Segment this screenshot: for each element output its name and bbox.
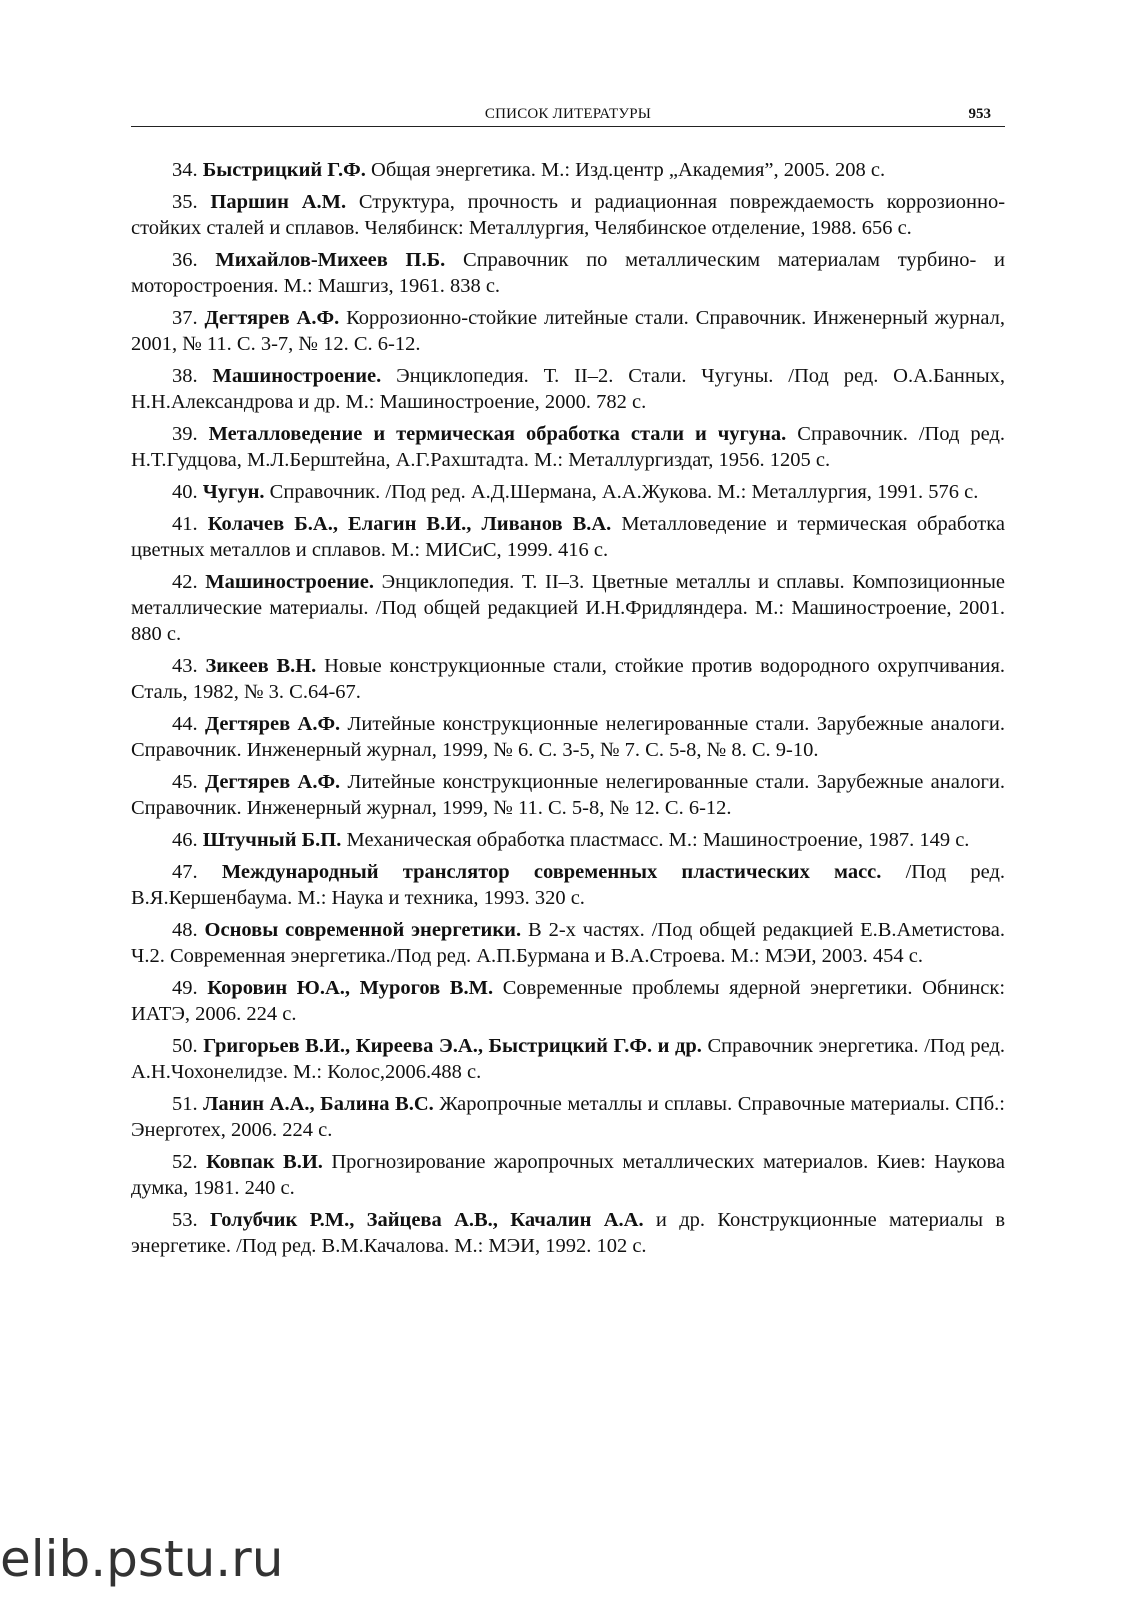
reference-list: [131, 157, 1005, 1265]
reference-text: Металловедение и термическая обработка цветных металлов и сплавов. М.: МИСиС, 1999. 416 с.: [131, 513, 1006, 561]
reference-authors: Дегтярев А.Ф.: [204, 307, 340, 329]
reference-item: [131, 157, 1005, 183]
watermark-text: elib.pstu.ru: [0, 1530, 284, 1588]
reference-number: 37.: [172, 307, 198, 329]
reference-item: [131, 421, 1005, 473]
reference-authors: Коровин Ю.А., Мурогов В.М.: [207, 977, 494, 999]
reference-item: [131, 1149, 1005, 1201]
page-header: [131, 104, 1005, 127]
reference-text: Структура, прочность и радиационная повреждаемость коррозионно-стойких сталей и сплавов. Челябинск: Металлургия, Челябинское отделение, 1988. 656 с.: [131, 191, 1006, 239]
reference-text: Справочник по металлическим материалам турбино- и моторостроения. М.: Машгиз, 1961. 838 с.: [131, 249, 1006, 297]
reference-authors: Паршин А.М.: [210, 191, 347, 213]
reference-authors: Международный транслятор современных пластических масс.: [221, 861, 882, 883]
reference-item: [131, 363, 1005, 415]
reference-authors: Машиностроение.: [212, 365, 382, 387]
reference-text: Современные проблемы ядерной энергетики. Обнинск: ИАТЭ, 2006. 224 с.: [131, 977, 1006, 1025]
reference-authors: Михайлов-Михеев П.Б.: [215, 249, 446, 271]
reference-number: 35.: [172, 191, 198, 213]
reference-authors: Григорьев В.И., Киреева Э.А., Быстрицкий Г.Ф. и др.: [203, 1035, 702, 1057]
reference-text: Энциклопедия. Т. II–3. Цветные металлы и сплавы. Композиционные металлические материалы. /Под общей редакцией И.Н.Фридляндера. М.: Машиностроение, 2001. 880 с.: [131, 571, 1006, 645]
reference-number: 36.: [172, 249, 198, 271]
reference-authors: Ковпак В.И.: [206, 1151, 323, 1173]
page-number: 953: [968, 106, 991, 122]
reference-number: 53.: [172, 1209, 198, 1231]
reference-text: Жаропрочные металлы и сплавы. Справочные материалы. СПб.: Энерготех, 2006. 224 с.: [131, 1093, 1006, 1141]
reference-text: Общая энергетика. М.: Изд.центр „Академия”, 2005. 208 с.: [371, 159, 886, 181]
reference-authors: Колачев Б.А., Елагин В.И., Ливанов В.А.: [207, 513, 612, 535]
reference-item: [131, 1091, 1005, 1143]
reference-item: [131, 305, 1005, 357]
reference-number: 51.: [172, 1093, 198, 1115]
reference-number: 41.: [172, 513, 198, 535]
reference-number: 50.: [172, 1035, 198, 1057]
reference-text: Справочник. /Под ред. Н.Т.Гудцова, М.Л.Берштейна, А.Г.Рахштадта. М.: Металлургиздат, 1956. 1205 с.: [131, 423, 1006, 471]
reference-number: 45.: [172, 771, 198, 793]
reference-text: Прогнозирование жаропрочных металлических материалов. Киев: Наукова думка, 1981. 240 с.: [131, 1151, 1005, 1199]
reference-authors: Зикеев В.Н.: [205, 655, 317, 677]
reference-number: 39.: [172, 423, 198, 445]
reference-text: /Под ред. В.Я.Кершенбаума. М.: Наука и техника, 1993. 320 с.: [131, 861, 1005, 909]
reference-item: [131, 569, 1005, 647]
reference-authors: Штучный Б.П.: [202, 829, 342, 851]
reference-item: [131, 511, 1005, 563]
reference-text: Литейные конструкционные нелегированные стали. Зарубежные аналоги. Справочник. Инженерный журнал, 1999, № 6. С. 3-5, № 7. С. 5-8, № 8. С. 9-10.: [131, 713, 1006, 761]
reference-number: 46.: [172, 829, 198, 851]
reference-authors: Дегтярев А.Ф.: [204, 713, 341, 735]
reference-number: 34.: [172, 159, 198, 181]
reference-item: [131, 1207, 1005, 1259]
reference-text: Механическая обработка пластмасс. М.: Машиностроение, 1987. 149 с.: [346, 829, 970, 851]
reference-text: В 2-х частях. /Под общей редакцией Е.В.Аметистова. Ч.2. Современная энергетика./Под ред. А.П.Бурмана и В.А.Строева. М.: МЭИ, 2003. 454 с.: [131, 919, 1006, 967]
reference-text: Справочник энергетика. /Под ред. А.Н.Чохонелидзе. М.: Колос,2006.488 с.: [131, 1035, 1005, 1083]
reference-number: 48.: [172, 919, 198, 941]
reference-number: 47.: [172, 861, 198, 883]
reference-number: 42.: [172, 571, 198, 593]
reference-item: [131, 247, 1005, 299]
reference-number: 43.: [172, 655, 198, 677]
reference-authors: Дегтярев А.Ф.: [204, 771, 341, 793]
reference-item: [131, 189, 1005, 241]
reference-text: Энциклопедия. Т. II–2. Стали. Чугуны. /Под ред. О.А.Банных, Н.Н.Александрова и др. М.: Машиностроение, 2000. 782 с.: [131, 365, 1006, 413]
reference-authors: Быстрицкий Г.Ф.: [202, 159, 366, 181]
reference-item: [131, 711, 1005, 763]
reference-authors: Голубчик Р.М., Зайцева А.В., Качалин А.А.: [209, 1209, 644, 1231]
reference-authors: Чугун.: [202, 481, 265, 503]
reference-number: 52.: [172, 1151, 198, 1173]
reference-item: [131, 827, 1005, 853]
reference-item: [131, 917, 1005, 969]
reference-item: [131, 479, 1005, 505]
reference-authors: Металловедение и термическая обработка стали и чугуна.: [208, 423, 787, 445]
reference-item: [131, 859, 1005, 911]
reference-item: [131, 653, 1005, 705]
reference-text: Литейные конструкционные нелегированные стали. Зарубежные аналоги. Справочник. Инженерный журнал, 1999, № 11. С. 5-8, № 12. С. 6-12.: [131, 771, 1006, 819]
reference-authors: Ланин А.А., Балина В.С.: [203, 1093, 434, 1115]
reference-item: [131, 769, 1005, 821]
reference-item: [131, 975, 1005, 1027]
reference-text: Новые конструкционные стали, стойкие против водородного охрупчивания. Сталь, 1982, № 3. С.64-67.: [131, 655, 1006, 703]
reference-number: 44.: [172, 713, 198, 735]
reference-authors: Машиностроение.: [205, 571, 375, 593]
reference-text: Справочник. /Под ред. А.Д.Шермана, А.А.Жукова. М.: Металлургия, 1991. 576 с.: [269, 481, 979, 503]
reference-text: Коррозионно-стойкие литейные стали. Справочник. Инженерный журнал, 2001, № 11. С. 3-7, № 12. С. 6-12.: [131, 307, 1006, 355]
reference-number: 49.: [172, 977, 198, 999]
reference-authors: Основы современной энергетики.: [204, 919, 522, 941]
reference-number: 38.: [172, 365, 198, 387]
running-title: СПИСОК ЛИТЕРАТУРЫ: [484, 106, 652, 122]
reference-number: 40.: [172, 481, 198, 503]
reference-item: [131, 1033, 1005, 1085]
reference-text: и др. Конструкционные материалы в энергетике. /Под ред. В.М.Качалова. М.: МЭИ, 1992. 102 с.: [131, 1209, 1005, 1257]
